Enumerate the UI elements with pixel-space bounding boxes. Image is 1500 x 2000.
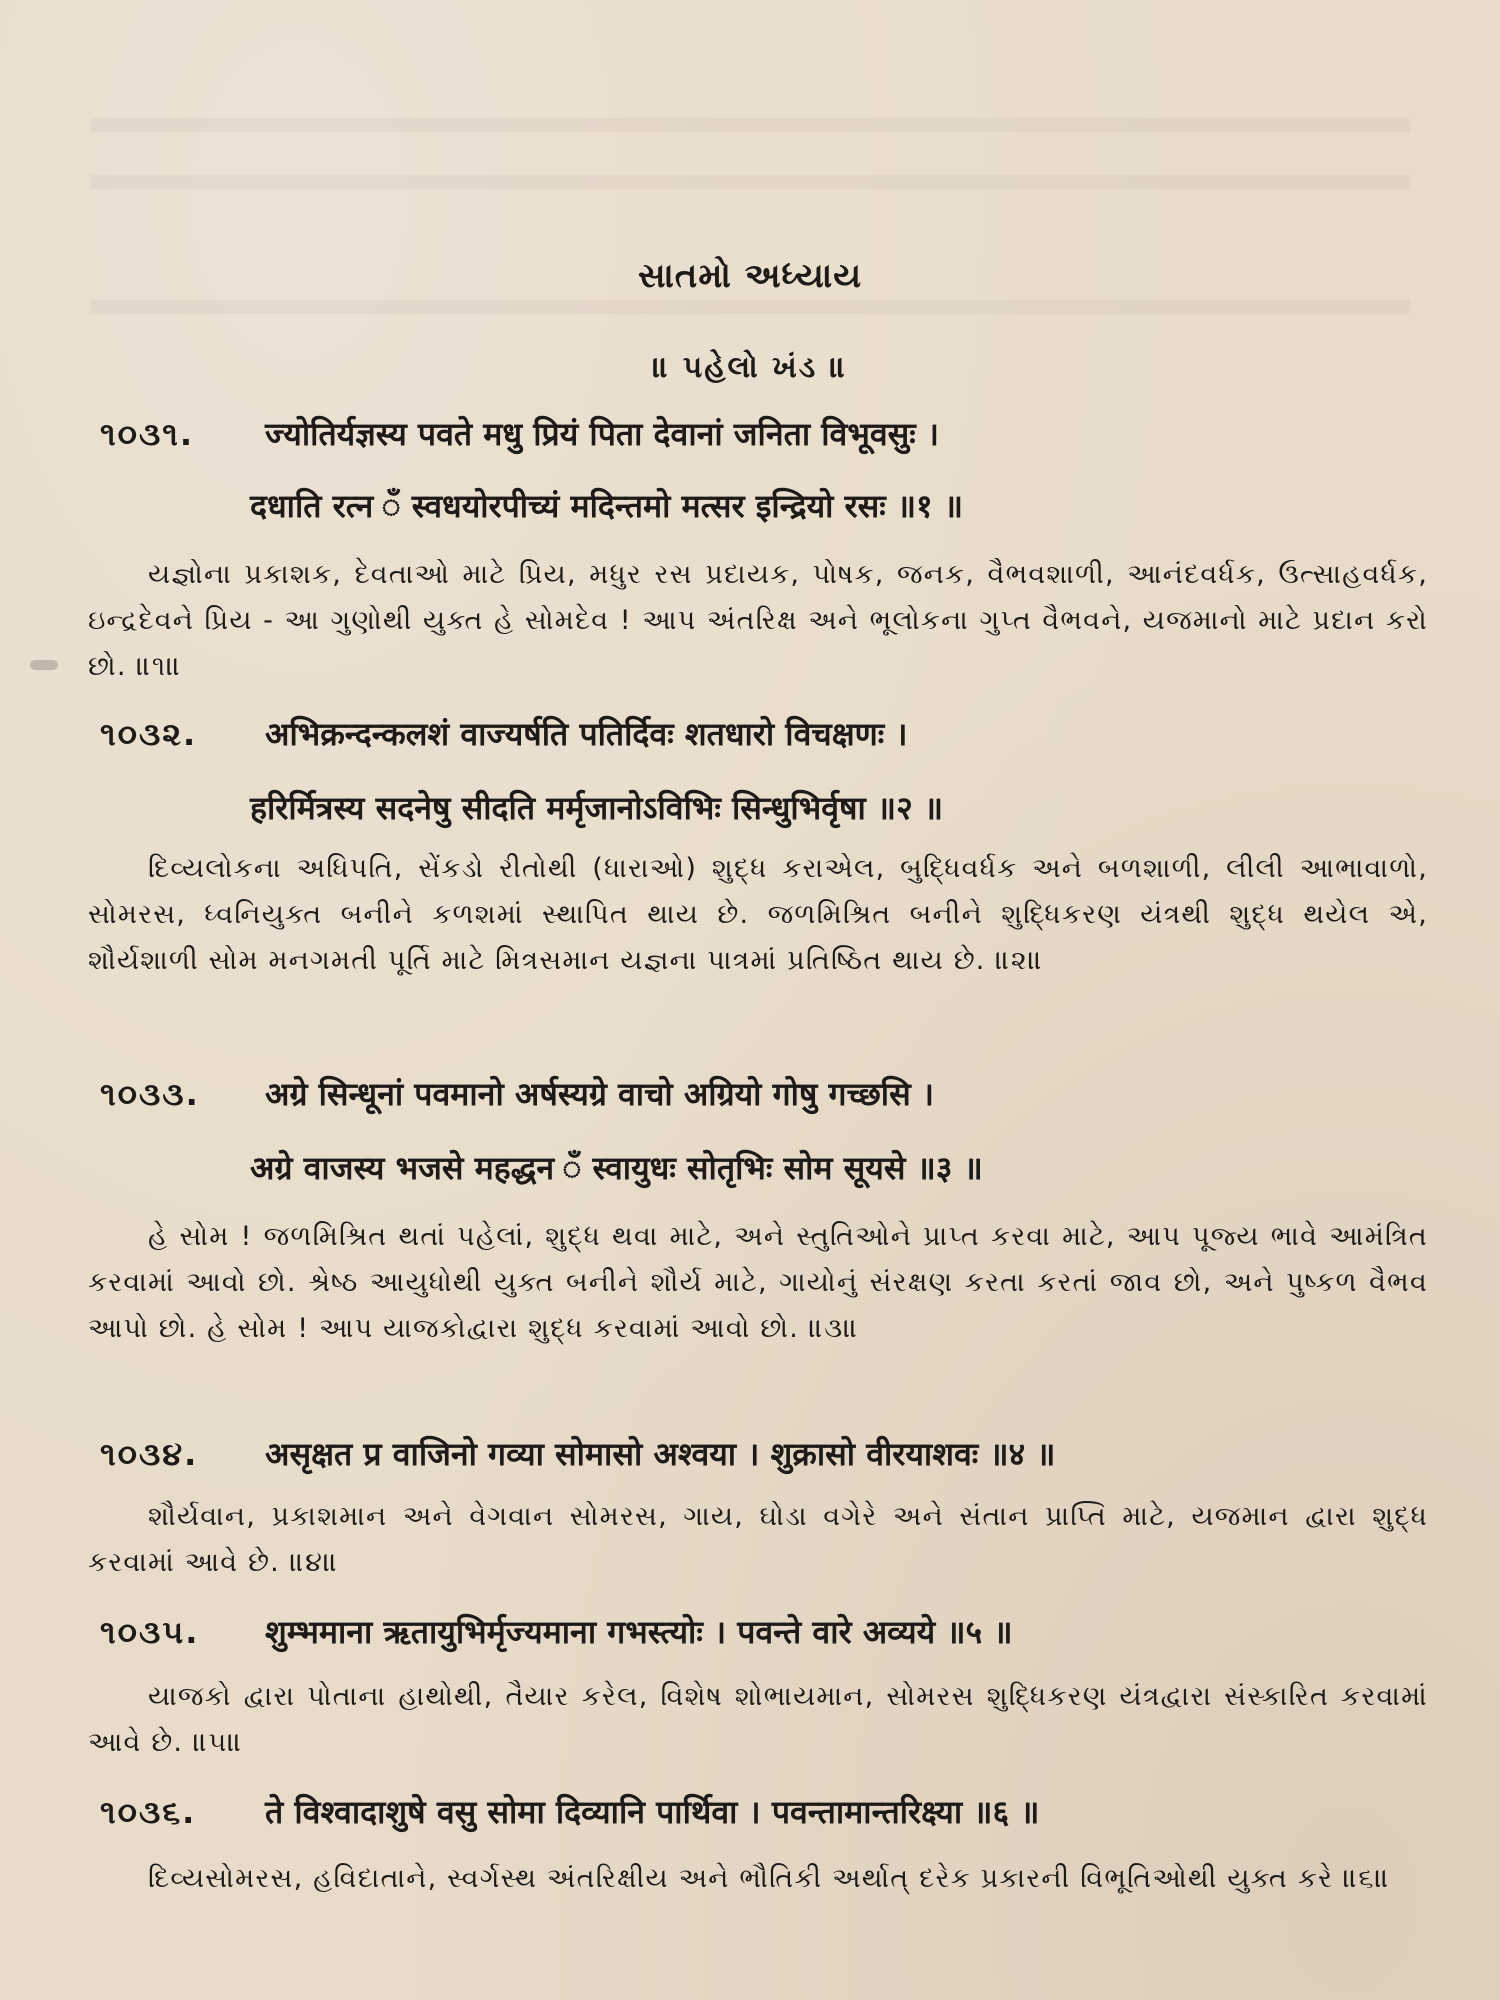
verse-line: हरिर्मित्रस्य सदनेषु सीदति मर्मृजानोऽविभिः सिन्धुभिर्वृषा ॥२ ॥ xyxy=(250,789,944,827)
verse-line xyxy=(100,1790,1430,1834)
verse-text: शुम्भमाना ऋतायुभिर्मृज्यमाना गभस्त्योः । पवन्ते वारे अव्यये ॥५ ॥ xyxy=(265,1613,1013,1651)
verse-number: ૧૦૩૫. xyxy=(100,1613,200,1651)
translation-paragraph: યજ્ઞોના પ્રકાશક, દેવતાઓ માટે પ્રિય, મધુર રસ પ્રદાયક, પોષક, જનક, વૈભવશાળી, આનંદવર્ધક, ઉત્સાહવર્ધક, ઇન્દ્રદેવને પ્રિય - આ ગુણોથી યુક્ત હે સોમદેવ ! આપ અંતરિક્ષ અને ભૂલોકના ગુપ્ત વૈભવને, યજમાનો માટે પ્રદાન કરો છો. ॥૧॥ xyxy=(88,559,1428,682)
verse-text: ज्योतिर्यज्ञस्य पवते मधु प्रियं पिता देवानां जनिता विभूवसुः । xyxy=(265,415,939,453)
translation-paragraph: હે સોમ ! જળમિશ્રિત થતાં પહેલાં, શુદ્ધ થવા માટે, અને સ્તુતિઓને પ્રાપ્ત કરવા માટે, આપ પૂજ્ય ભાવે આમંત્રિત કરવામાં આવો છો. શ્રેષ્ઠ આયુધોથી યુક્ત બનીને શૌર્ય માટે, ગાયોનું સંરક્ષણ કરતા કરતાં જાવ છો, અને પુષ્કળ વૈભવ આપો છો. હે સોમ ! આપ યાજકોદ્વારા શુદ્ધ કરવામાં આવો છો. ॥૩॥ xyxy=(88,1221,1428,1344)
paper-mark xyxy=(30,660,58,670)
show-through-line xyxy=(90,118,1410,132)
translation-paragraph: દિવ્યલોકના અધિપતિ, સેંકડો રીતોથી (ધારાઓ) શુદ્ધ કરાએલ, બુદ્ધિવર્ધક અને બળશાળી, લીલી આભાવાળો, સોમરસ, ધ્વનિયુક્ત બનીને કળશમાં સ્થાપિત થાય છે. જળમિશ્રિત બનીને શુદ્ધિકરણ યંત્રથી શુદ્ધ થયેલ એ, શૌર્યશાળી સોમ મનગમતી પૂર્તિ માટે મિત્રસમાન યજ્ઞના પાત્રમાં પ્રતિષ્ઠિત થાય છે. ॥૨॥ xyxy=(88,853,1428,976)
verse-text: अभिक्रन्दन्कलशं वाज्यर्षति पतिर्दिवः शतधारो विचक्षणः । xyxy=(265,715,908,753)
verse-line xyxy=(100,1610,1430,1654)
verse-line xyxy=(100,412,1430,456)
translation-paragraph: શૌર્યવાન, પ્રકાશમાન અને વેગવાન સોમરસ, ગાય, ઘોડા વગેરે અને સંતાન પ્રાપ્તિ માટે, યજમાન દ્વારા શુદ્ધ કરવામાં આવે છે. ॥૪॥ xyxy=(88,1501,1428,1578)
chapter-title: સાતમો અધ્યાય xyxy=(637,256,863,296)
show-through-line xyxy=(90,300,1410,314)
verse-line xyxy=(100,712,1430,756)
verse-text: असृक्षत प्र वाजिनो गव्या सोमासो अश्वया । शुक्रासो वीरयाशवः ॥४ ॥ xyxy=(265,1435,1056,1473)
verse-number: ૧૦૩૩. xyxy=(100,1075,200,1113)
verse-number: ૧૦૩૪. xyxy=(100,1435,199,1473)
verse-number: ૧૦૩૬. xyxy=(100,1793,197,1831)
section-title: ॥ પહેલો ખંડ ॥ xyxy=(652,350,848,385)
verse-line: दधाति रत्न ँ स्वधयोरपीच्यं मदिन्तमो मत्सर इन्द्रियो रसः ॥१ ॥ xyxy=(250,487,963,525)
verse-line: अग्रे वाजस्य भजसे महद्धन ँ स्वायुधः सोतृभिः सोम सूयसे ॥३ ॥ xyxy=(250,1149,983,1187)
verse-line xyxy=(100,1072,1430,1116)
verse-number: ૧૦૩૨. xyxy=(100,715,198,753)
translation-paragraph: દિવ્યસોમરસ, હવિદાતાને, સ્વર્ગસ્થ અંતરિક્ષીય અને ભૌતિકી અર્થાત્ દરેક પ્રકારની વિભૂતિઓથી યુક્ત કરે ॥૬॥ xyxy=(148,1863,1391,1894)
verse-number: ૧૦૩૧. xyxy=(100,415,195,453)
translation-paragraph: યાજકો દ્વારા પોતાના હાથોથી, તૈયાર કરેલ, વિશેષ શોભાયમાન, સોમરસ શુદ્ધિકરણ યંત્રદ્વારા સંસ્કારિત કરવામાં આવે છે. ॥૫॥ xyxy=(88,1681,1428,1758)
show-through-line xyxy=(90,175,1410,189)
verse-text: ते विश्वादाशुषे वसु सोमा दिव्यानि पार्थिवा । पवन्तामान्तरिक्ष्या ॥६ ॥ xyxy=(265,1793,1040,1831)
verse-text: अग्रे सिन्धूनां पवमानो अर्षस्यग्रे वाचो अग्रियो गोषु गच्छसि । xyxy=(265,1075,934,1113)
verse-line xyxy=(100,1432,1430,1476)
